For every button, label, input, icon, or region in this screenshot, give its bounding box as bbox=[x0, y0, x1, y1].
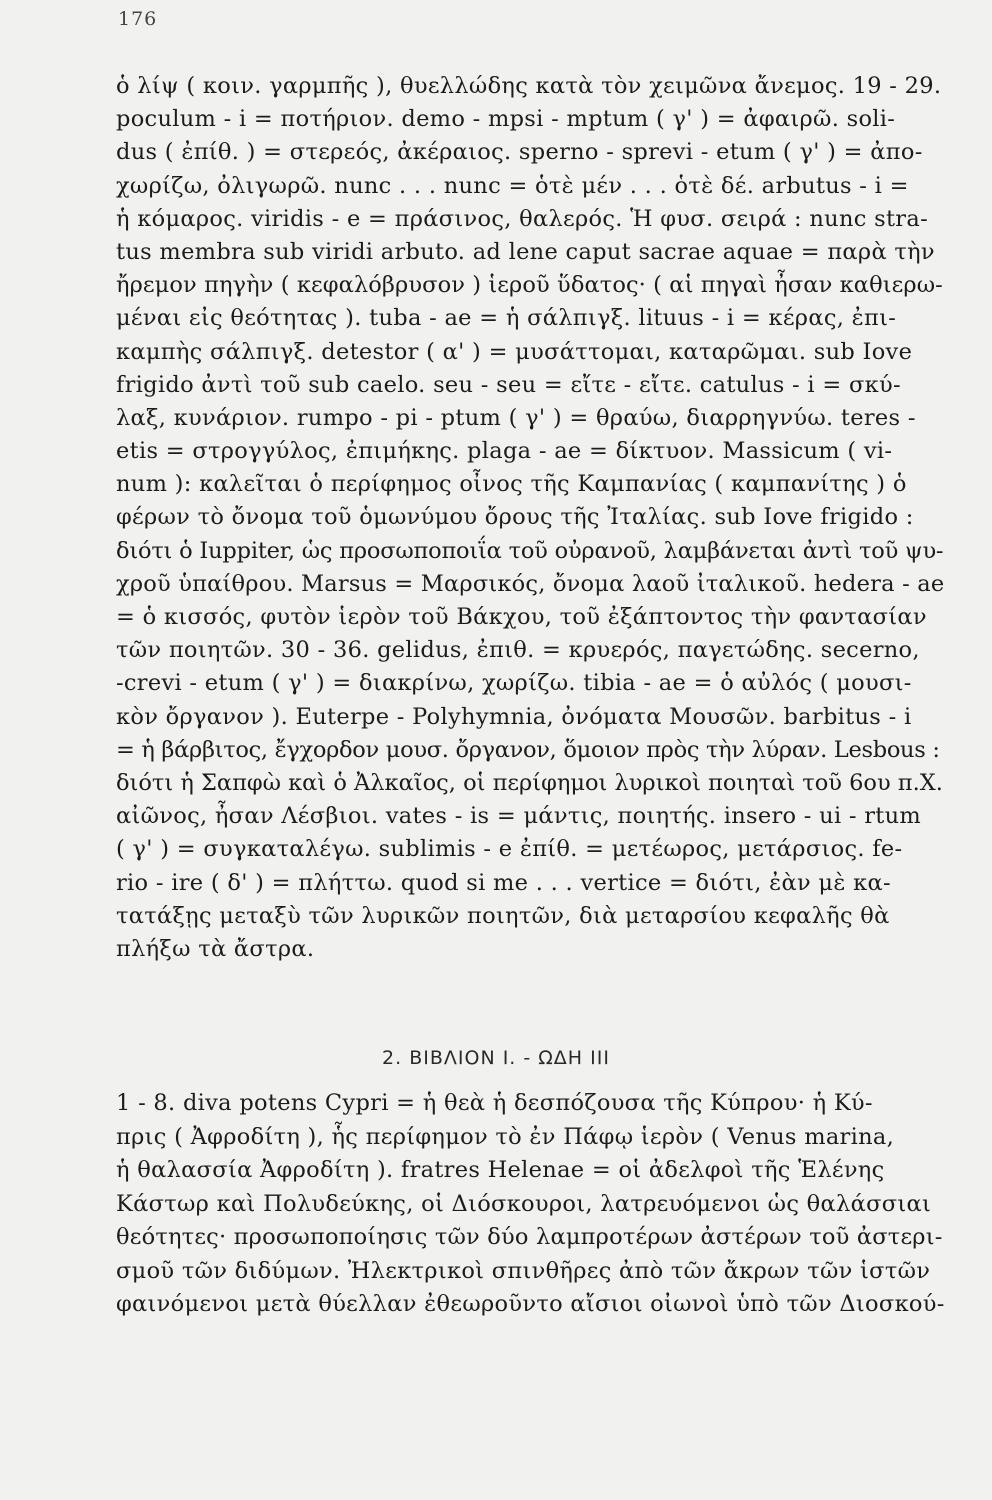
text-line: χωρίζω, ὀλιγωρῶ. nunc . . . nunc = ὁτὲ μέν . . . ὁτὲ δέ. arbutus - i = bbox=[116, 172, 909, 199]
text-line: θεότητες· προσωποποίησις τῶν δύο λαμπροτέρων ἀστέρων τοῦ ἀστερι- bbox=[116, 1224, 943, 1250]
text-line: tus membra sub viridi arbuto. ad lene caput sacrae aquae = παρὰ τὴν bbox=[116, 238, 935, 265]
page-number: 176 bbox=[118, 8, 158, 30]
text-line: ὁ λίψ ( κοιν. γαρμπῆς ), θυελλώδης κατὰ τὸν χειμῶνα ἄνεμος. 19 - 29. bbox=[116, 73, 942, 99]
text-line: ἤρεμον πηγὴν ( κεφαλόβρυσον ) ἱεροῦ ὕδατος· ( αἱ πηγαὶ ἦσαν καθιερω- bbox=[116, 272, 943, 299]
text-line: διότι ὁ Iuppiter, ὡς προσωποποιΐα τοῦ οὐρανοῦ, λαμβάνεται ἀντὶ τοῦ ψυ- bbox=[116, 537, 944, 564]
text-line: πλήξω τὰ ἄστρα. bbox=[116, 935, 315, 962]
text-line: σμοῦ τῶν διδύμων. Ἠλεκτρικοὶ σπινθῆρες ἀπὸ τῶν ἄκρων τῶν ἱστῶν bbox=[116, 1257, 931, 1284]
text-line: κὸν ὄργανον ). Euterpe - Polyhymnia, ὀνόματα Μουσῶν. barbitus - i bbox=[116, 703, 912, 730]
text-line: τῶν ποιητῶν. 30 - 36. gelidus, ἐπιθ. = κρυερός, παγετώδης. secerno, bbox=[116, 637, 920, 664]
text-line: διότι ἡ Σαπφὼ καὶ ὁ Ἀλκαῖος, οἱ περίφημοι λυρικοὶ ποιηταὶ τοῦ 6ου π.Χ. bbox=[116, 769, 943, 796]
text-line: Κάστωρ καὶ Πολυδεύκης, οἱ Διόσκουροι, λατρευόμενοι ὡς θαλάσσιαι bbox=[116, 1190, 932, 1217]
section-block bbox=[116, 1087, 946, 1322]
text-line: ( γ' ) = συγκαταλέγω. sublimis - e ἐπίθ. = μετέωρος, μετάρσιος. fe- bbox=[116, 836, 903, 863]
section-heading: 2. ΒΙΒΛΙΟΝ Ι. - ΩΔΗ ΙΙΙ bbox=[382, 1047, 610, 1069]
text-line: φέρων τὸ ὄνομα τοῦ ὁμωνύμου ὄρους τῆς Ἰταλίας. sub Iove frigido : bbox=[116, 504, 914, 531]
text-line: τατάξῃς μεταξὺ τῶν λυρικῶν ποιητῶν, διὰ μεταρσίου κεφαλῆς θὰ bbox=[116, 902, 890, 929]
text-line: dus ( ἐπίθ. ) = στερεός, ἀκέραιος. sperno - sprevi - etum ( γ' ) = ἀπο- bbox=[116, 139, 923, 166]
text-line: num ): καλεῖται ὁ περίφημος οἶνος τῆς Καμπανίας ( καμπανίτης ) ὁ bbox=[116, 471, 907, 498]
text-line: frigido ἀντὶ τοῦ sub caelo. seu - seu = εἴτε - εἴτε. catulus - i = σκύ- bbox=[116, 371, 901, 398]
text-line: αἰῶνος, ἦσαν Λέσβιοι. vates - is = μάντις, ποιητής. insero - ui - rtum bbox=[116, 803, 922, 830]
text-line: ἡ θαλασσία Ἀφροδίτη ). fratres Helenae = οἱ ἀδελφοὶ τῆς Ἑλένης bbox=[116, 1157, 885, 1183]
text-line: πρις ( Ἀφροδίτη ), ἧς περίφημον τὸ ἐν Πάφῳ ἱερὸν ( Venus marina, bbox=[116, 1123, 895, 1150]
text-line: ἡ κόμαρος. viridis - e = πράσινος, θαλερός. Ἡ φυσ. σειρά : nunc stra- bbox=[116, 205, 928, 232]
text-line: χροῦ ὑπαίθρου. Marsus = Μαρσικός, ὄνομα λαοῦ ἰταλικοῦ. hedera - ae bbox=[116, 570, 945, 597]
text-line: poculum - i = ποτήριον. demo - mpsi - mptum ( γ' ) = ἀφαιρῶ. soli- bbox=[116, 106, 896, 133]
text-line: rio - ire ( δ' ) = πλήττω. quod si me . . . vertice = διότι, ἐὰν μὲ κα- bbox=[116, 869, 891, 896]
text-line: καμπὴς σάλπιγξ. detestor ( α' ) = μυσάττομαι, καταρῶμαι. sub Iove bbox=[116, 338, 913, 365]
text-line: etis = στρογγύλος, ἐπιμήκης. plaga - ae = δίκτυον. Massicum ( vi- bbox=[116, 438, 893, 465]
text-line: -crevi - etum ( γ' ) = διακρίνω, χωρίζω. tibia - ae = ὁ αὐλός ( μουσι- bbox=[116, 670, 912, 697]
text-line: 1 - 8. diva potens Cypri = ἡ θεὰ ἡ δεσπόζουσα τῆς Κύπρου· ἡ Κύ- bbox=[116, 1090, 873, 1116]
text-line: μέναι εἰς θεότητας ). tuba - ae = ἡ σάλπιγξ. lituus - i = κέρας, ἐπι- bbox=[116, 305, 897, 332]
text-line: = ὁ κισσός, φυτὸν ἱερὸν τοῦ Βάκχου, τοῦ ἐξάπτοντος τὴν φαντασίαν bbox=[116, 604, 927, 630]
text-line: φαινόμενοι μετὰ θύελλαν ἐθεωροῦντο αἴσιοι οἰωνοὶ ὑπὸ τῶν Διοσκού- bbox=[116, 1291, 945, 1317]
text-line: λαξ, κυνάριον. rumpo - pi - ptum ( γ' ) = θραύω, διαρρηγνύω. teres - bbox=[116, 404, 916, 431]
text-line: = ἡ βάρβιτος, ἔγχορδον μουσ. ὄργανον, ὅμοιον πρὸς τὴν λύραν. Lesbous : bbox=[116, 736, 940, 763]
commentary-block bbox=[116, 70, 946, 966]
